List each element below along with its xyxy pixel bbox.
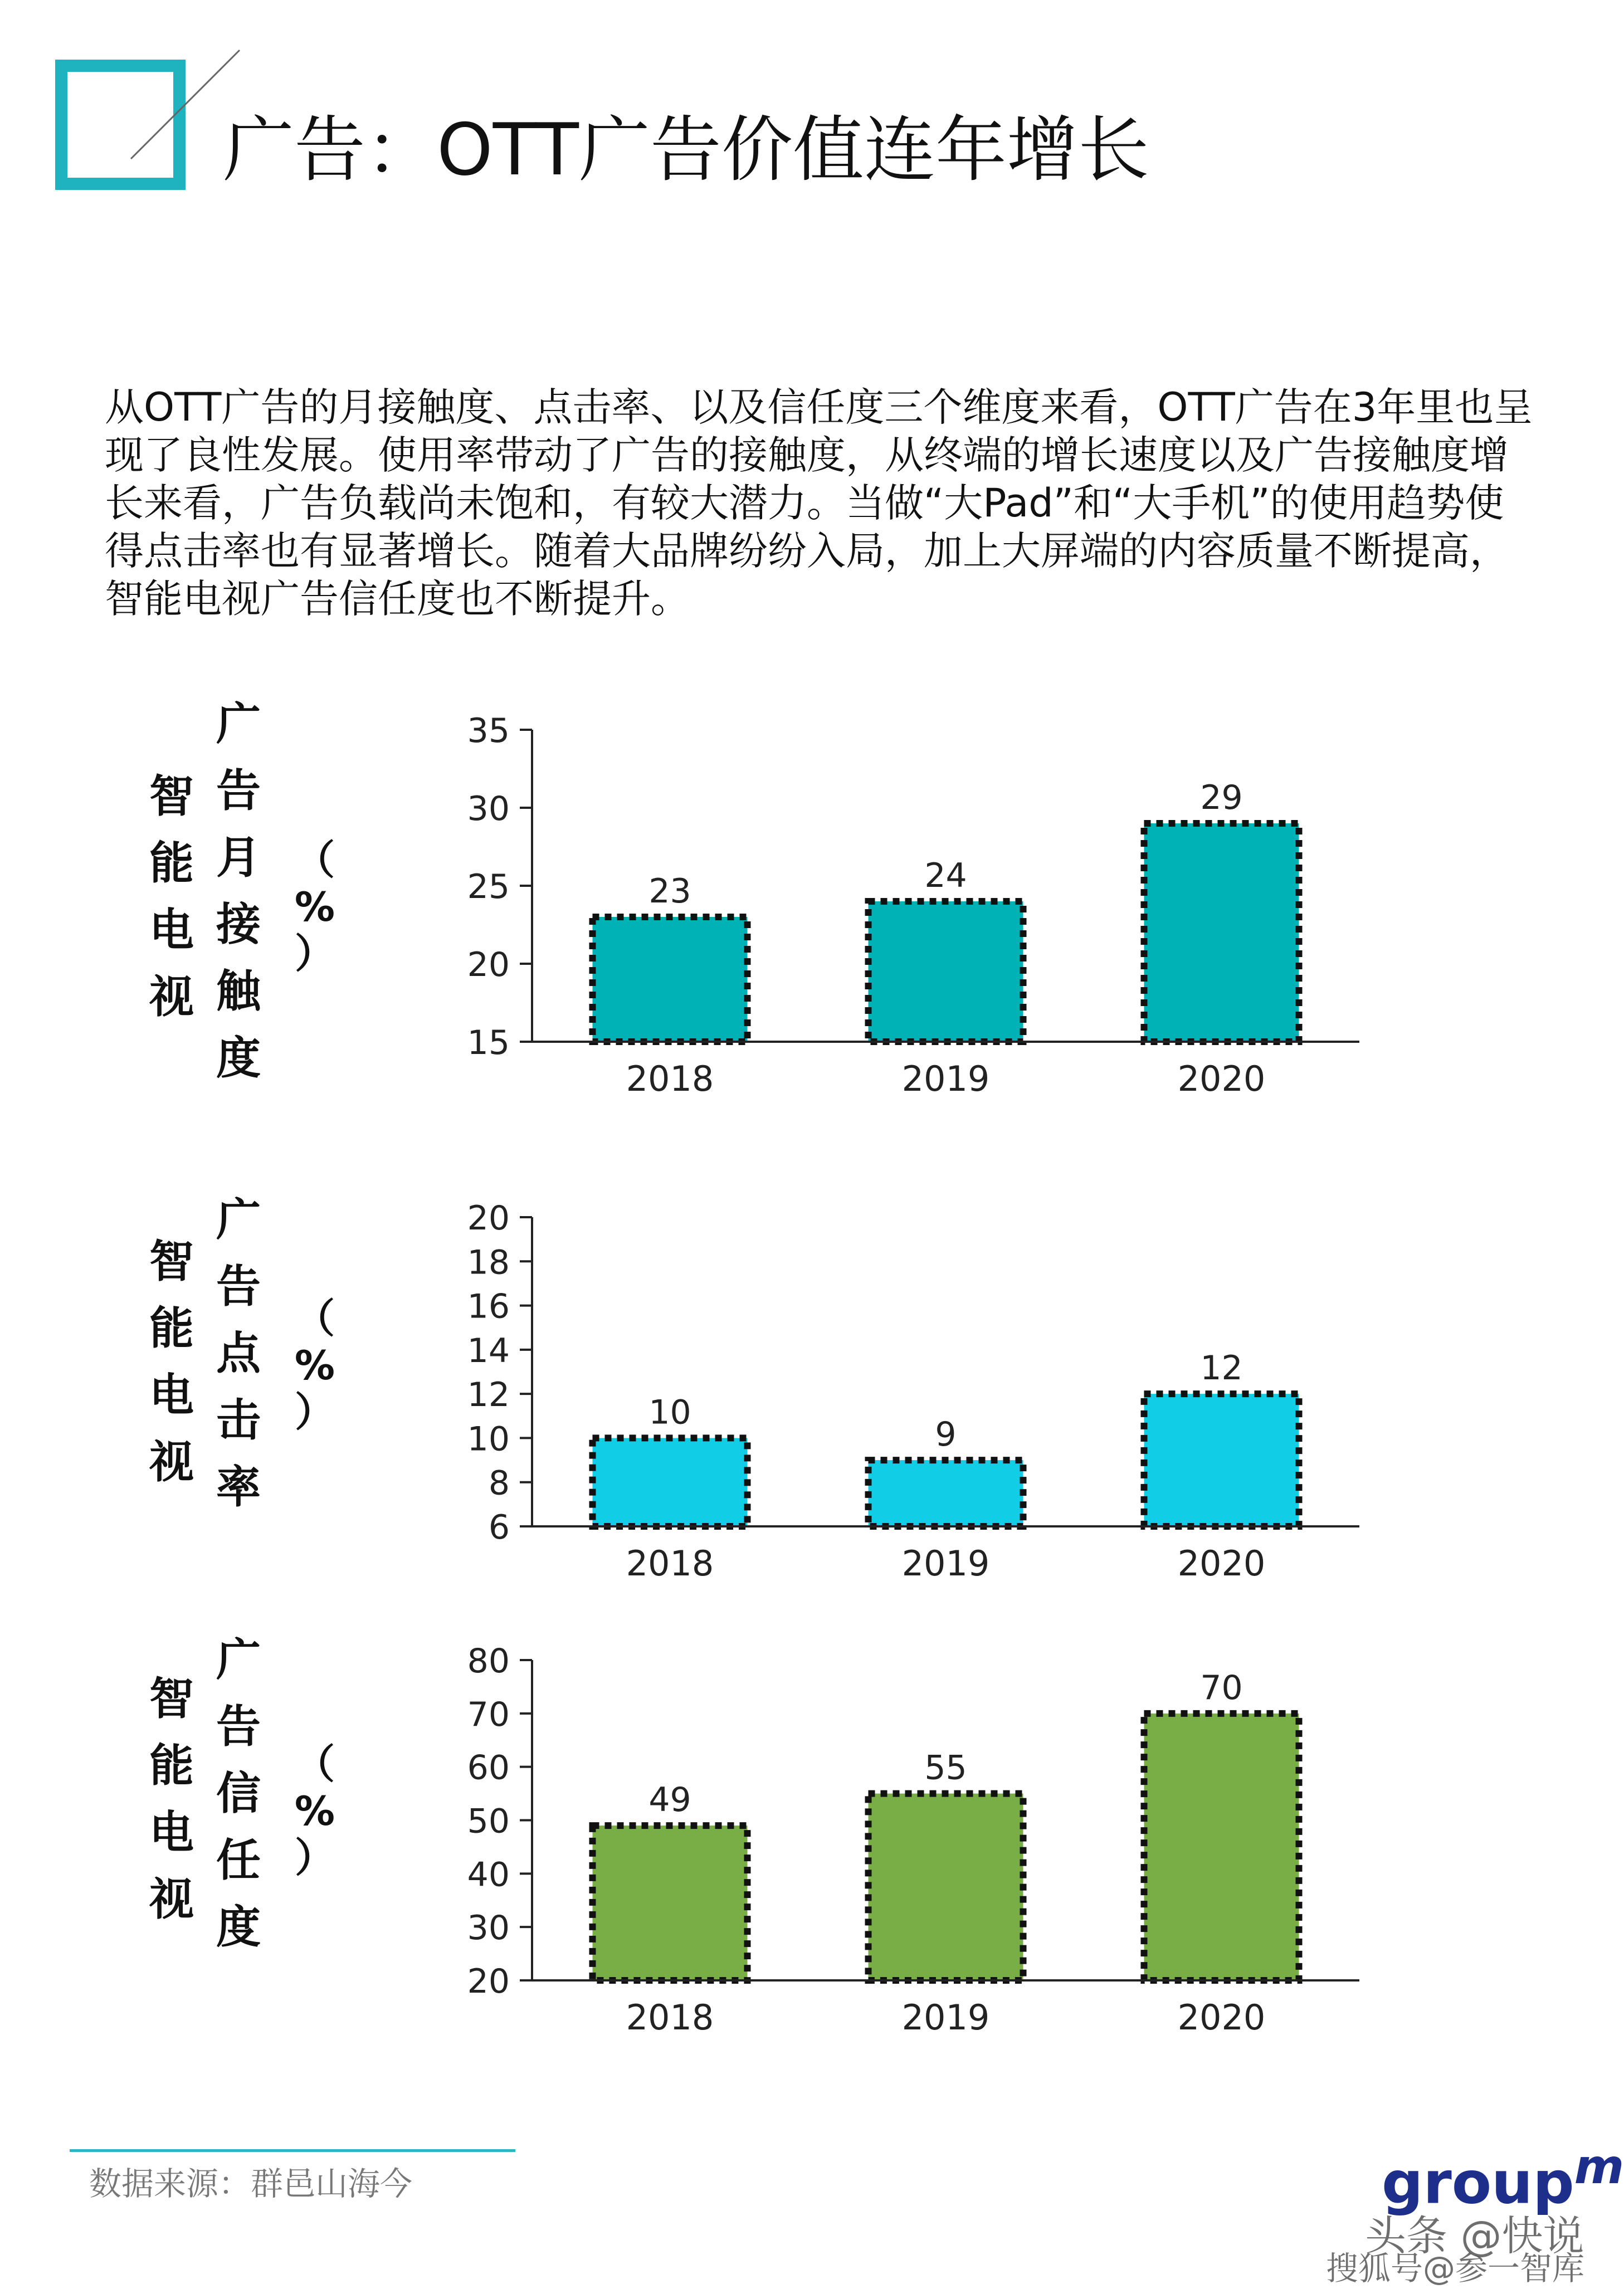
chart-ylabel-right: 广告信任度: [216, 1634, 261, 1953]
intro-paragraph: 从OTT广告的月接触度、点击率、以及信任度三个维度来看，OTT广告在3年里也呈现了良性发展。使用率带动了广告的接触度，从终端的增长速度以及广告接触度增长来看，广告负载尚未饱和，有较大潜力。当做“大Pad”和“大手机”的使用趋势使得点击率也有显著增长。随着大品牌纷纷入局，加上大屏端的内容质量不断提高，智能电视广告信任度也不断提升。: [105, 384, 1533, 622]
y-tick-label: 60: [467, 1748, 510, 1788]
y-tick-label: 30: [467, 1909, 510, 1948]
y-tick-label: 50: [467, 1802, 510, 1841]
chart-ad-trust: [0, 1616, 1613, 2067]
bar-2020: [1144, 1394, 1299, 1526]
bar-value-label: 12: [1200, 1349, 1243, 1388]
watermark-sohu: 搜狐号@参一智库: [1326, 2249, 1585, 2287]
y-tick-label: 30: [467, 789, 510, 828]
bar-value-label: 70: [1200, 1668, 1243, 1707]
bar-2019: [869, 1460, 1023, 1526]
chart-unit-char: （: [294, 1295, 335, 1342]
chart-unit-char: %: [294, 884, 335, 930]
y-tick-label: 6: [488, 1508, 510, 1547]
chart-ylabel-left: 智能电视: [149, 1236, 194, 1488]
y-tick-label: 70: [467, 1695, 510, 1734]
bar-2018: [593, 1438, 748, 1526]
chart-ad-ctr: [0, 1175, 1613, 1604]
y-tick-label: 20: [467, 1962, 510, 2001]
chart-ylabel-right: 广告月接触度: [216, 698, 261, 1084]
x-tick-label: 2020: [1177, 1997, 1266, 2038]
chart-unit-char: %: [294, 1342, 335, 1389]
chart-unit-char: ）: [294, 930, 335, 977]
y-tick-label: 80: [467, 1642, 510, 1681]
brand-text: group: [1382, 2149, 1574, 2217]
logo-mark: [0, 0, 256, 201]
x-tick-label: 2019: [901, 1058, 990, 1099]
x-tick-label: 2020: [1177, 1543, 1266, 1584]
bar-value-label: 10: [648, 1393, 691, 1432]
x-tick-label: 2018: [626, 1997, 714, 2038]
y-tick-label: 8: [488, 1463, 510, 1503]
chart-ylabel-left: 智能电视: [149, 770, 194, 1023]
bar-value-label: 9: [935, 1415, 957, 1455]
y-tick-label: 20: [467, 945, 510, 984]
bar-2019: [869, 901, 1023, 1042]
bar-value-label: 29: [1200, 778, 1243, 817]
chart-ylabel-right: 广告点击率: [216, 1194, 261, 1513]
bar-value-label: 55: [924, 1748, 967, 1788]
chart-unit-char: （: [294, 837, 335, 884]
bar-value-label: 23: [648, 872, 691, 911]
y-tick-label: 10: [467, 1419, 510, 1459]
bar-value-label: 24: [924, 856, 967, 895]
chart-ad-reach: [0, 680, 1613, 1120]
y-tick-label: 12: [467, 1375, 510, 1415]
brand-sup: m: [1574, 2139, 1624, 2195]
y-tick-label: 18: [467, 1243, 510, 1282]
chart-unit: [287, 837, 343, 977]
bar-2018: [593, 1826, 748, 1980]
bar-2020: [1144, 1714, 1299, 1980]
bar-2020: [1144, 823, 1299, 1042]
chart-unit-char: （: [294, 1741, 335, 1788]
bar-value-label: 49: [648, 1780, 691, 1820]
data-source: 数据来源：群邑山海今: [89, 2165, 413, 2203]
chart-unit: [287, 1741, 343, 1881]
x-tick-label: 2018: [626, 1543, 714, 1584]
x-tick-label: 2019: [901, 1997, 990, 2038]
y-tick-label: 40: [467, 1855, 510, 1895]
source-divider: [70, 2149, 515, 2152]
y-tick-label: 35: [467, 711, 510, 750]
x-tick-label: 2018: [626, 1058, 714, 1099]
x-tick-label: 2020: [1177, 1058, 1266, 1099]
page-title: 广告：OTT广告价值连年增长: [223, 109, 1149, 192]
chart-unit-char: %: [294, 1788, 335, 1834]
chart-unit-char: ）: [294, 1834, 335, 1881]
y-tick-label: 14: [467, 1331, 510, 1370]
watermark-toutiao: 头条 @快说: [1365, 2212, 1584, 2260]
chart-ylabel-left: 智能电视: [149, 1673, 194, 1925]
y-tick-label: 15: [467, 1023, 510, 1062]
chart-unit-char: ）: [294, 1389, 335, 1436]
y-tick-label: 20: [467, 1199, 510, 1238]
chart-unit: [287, 1295, 343, 1436]
bar-2018: [593, 917, 748, 1042]
x-tick-label: 2019: [901, 1543, 990, 1584]
y-tick-label: 25: [467, 867, 510, 906]
bar-2019: [869, 1794, 1023, 1980]
y-tick-label: 16: [467, 1287, 510, 1326]
